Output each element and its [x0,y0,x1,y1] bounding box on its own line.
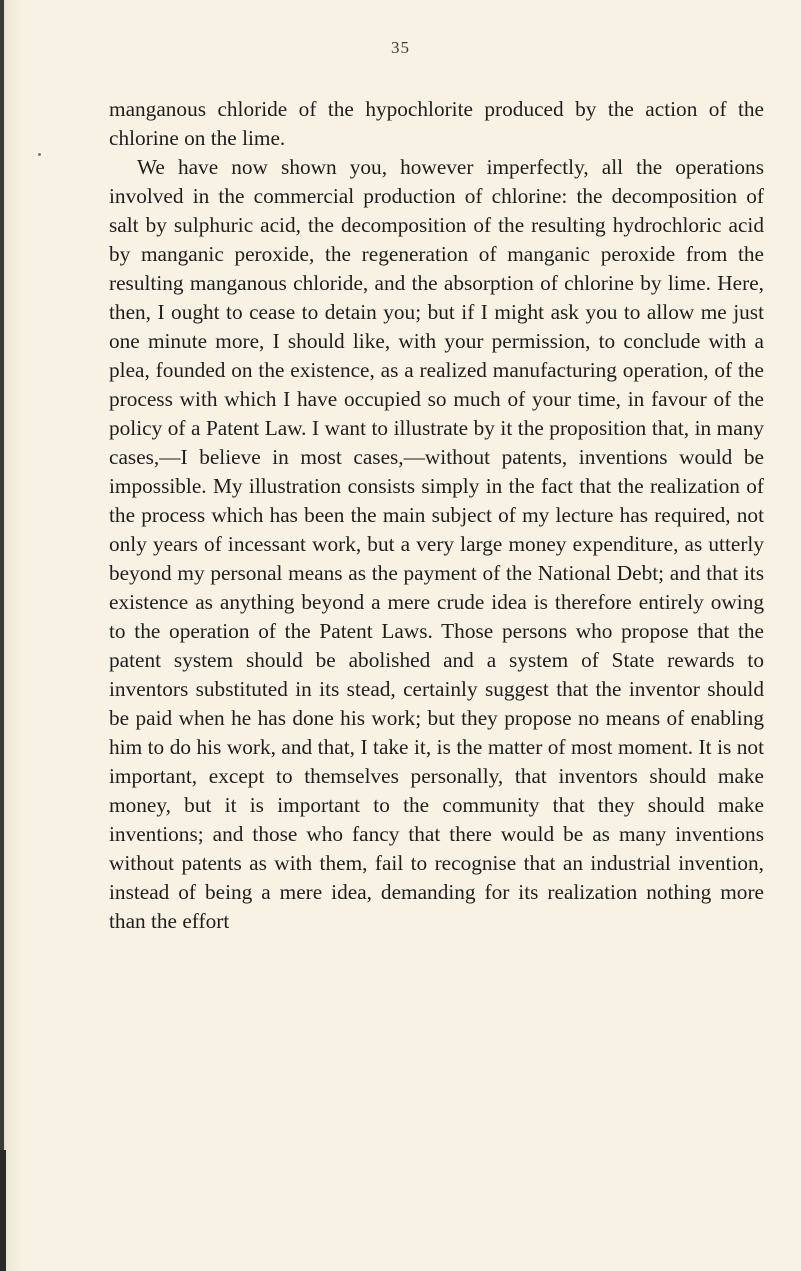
page-number: 35 [391,38,410,57]
paragraph-continuation: manganous chloride of the hypochlorite produced by the action of the chlorine on the lime. [109,97,764,150]
paragraph-patent-plea: We have now shown you, however imperfectly, all the operations involved in the commercial production of chlorine: the decomposition of salt by sulphuric acid, the decomposition of the resulting hydrochloric acid by manganic peroxide, the regeneration of manganic peroxide from the resulting manganous chloride, and the absorption of chlorine by lime. Here, then, I ought to cease to detain you; but if I might ask you to allow me just one minute more, I should like, with your permission, to conclude with a plea, founded on the existence, as a realized manufacturing operation, of the process with which I have occupied so much of your time, in favour of the policy of a Patent Law. I want to illustrate by it the proposition that, in many cases,—I believe in most cases,—without patents, inventions would be impossible. My illustration consists simply in the fact that the realization of the process which has been the main subject of my lecture has required, not only years of incessant work, but a very large money expenditure, as utterly beyond my personal means as the payment of the National Debt; and that its existence as anything beyond a mere crude idea is therefore entirely owing to the operation of the Patent Laws. Those persons who propose that the patent system should be abolished and a system of State rewards to inventors substituted in its stead, certainly suggest that the inventor should be paid when he has done his work; but they propose no means of enabling him to do his work, and that, I take it, is the matter of most moment. It is not important, except to themselves personally, that inventors should make money, but it is important to the community that they should make inventions; and those who fancy that there would be as many inventions without patents as with them, fail to recognise that an industrial invention, instead of being a mere idea, demanding for its realization nothing more than the effort [109,155,764,933]
margin-mark [38,153,41,156]
binding-edge-lower [0,1150,6,1271]
binding-edge [0,0,4,1271]
body-text [109,95,764,936]
